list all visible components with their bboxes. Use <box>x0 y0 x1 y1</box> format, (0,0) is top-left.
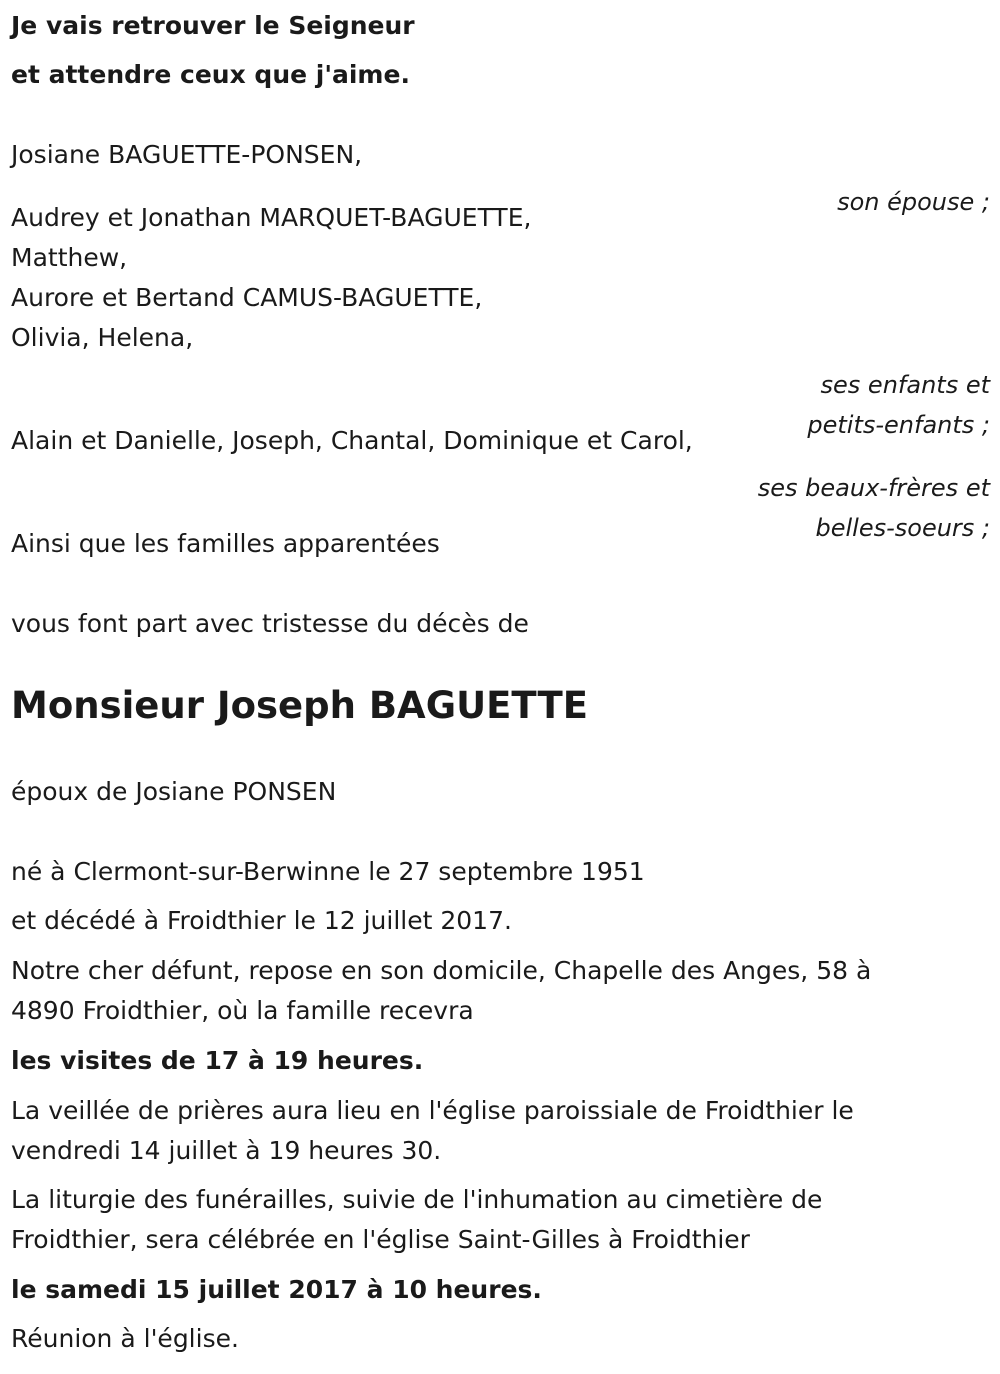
child-line: Matthew, <box>11 243 128 272</box>
spouse-role: son épouse ; <box>837 188 990 216</box>
in-laws-role-line-1: ses beaux-frères et <box>757 474 990 502</box>
repose-line-1: Notre cher défunt, repose en son domicile, Chapelle des Anges, 58 à <box>11 956 872 985</box>
child-line: Audrey et Jonathan MARQUET-BAGUETTE, <box>11 203 532 232</box>
announcement: vous font part avec tristesse du décès de <box>11 609 529 638</box>
children-role-line-1: ses enfants et <box>820 371 990 399</box>
repose-line-2: 4890 Froidthier, où la famille recevra <box>11 996 474 1025</box>
in-laws-role-line-2: belles-soeurs ; <box>815 514 990 542</box>
funeral-line-1: La liturgie des funérailles, suivie de l'inhumation au cimetière de <box>11 1185 823 1214</box>
vigil-line-2: vendredi 14 juillet à 19 heures 30. <box>11 1136 442 1165</box>
spouse-name: Josiane BAGUETTE-PONSEN, <box>11 140 363 169</box>
birth-info: né à Clermont-sur-Berwinne le 27 septembre 1951 <box>11 857 645 886</box>
visits-hours: les visites de 17 à 19 heures. <box>11 1046 424 1075</box>
quote-line-1: Je vais retrouver le Seigneur <box>11 11 415 40</box>
spouse-of: époux de Josiane PONSEN <box>11 777 337 806</box>
child-line: Olivia, Helena, <box>11 323 194 352</box>
children-role-line-2: petits-enfants ; <box>807 411 990 439</box>
reunion-note: Réunion à l'église. <box>11 1324 239 1353</box>
quote-line-2: et attendre ceux que j'aime. <box>11 60 410 89</box>
deceased-name: Monsieur Joseph BAGUETTE <box>11 684 588 727</box>
child-line: Aurore et Bertand CAMUS-BAGUETTE, <box>11 283 483 312</box>
related-families: Ainsi que les familles apparentées <box>11 529 440 558</box>
vigil-line-1: La veillée de prières aura lieu en l'église paroissiale de Froidthier le <box>11 1096 854 1125</box>
funeral-line-2: Froidthier, sera célébrée en l'église Saint-Gilles à Froidthier <box>11 1225 750 1254</box>
in-laws-names: Alain et Danielle, Joseph, Chantal, Dominique et Carol, <box>11 426 693 455</box>
death-info: et décédé à Froidthier le 12 juillet 2017. <box>11 906 512 935</box>
funeral-date: le samedi 15 juillet 2017 à 10 heures. <box>11 1275 542 1304</box>
